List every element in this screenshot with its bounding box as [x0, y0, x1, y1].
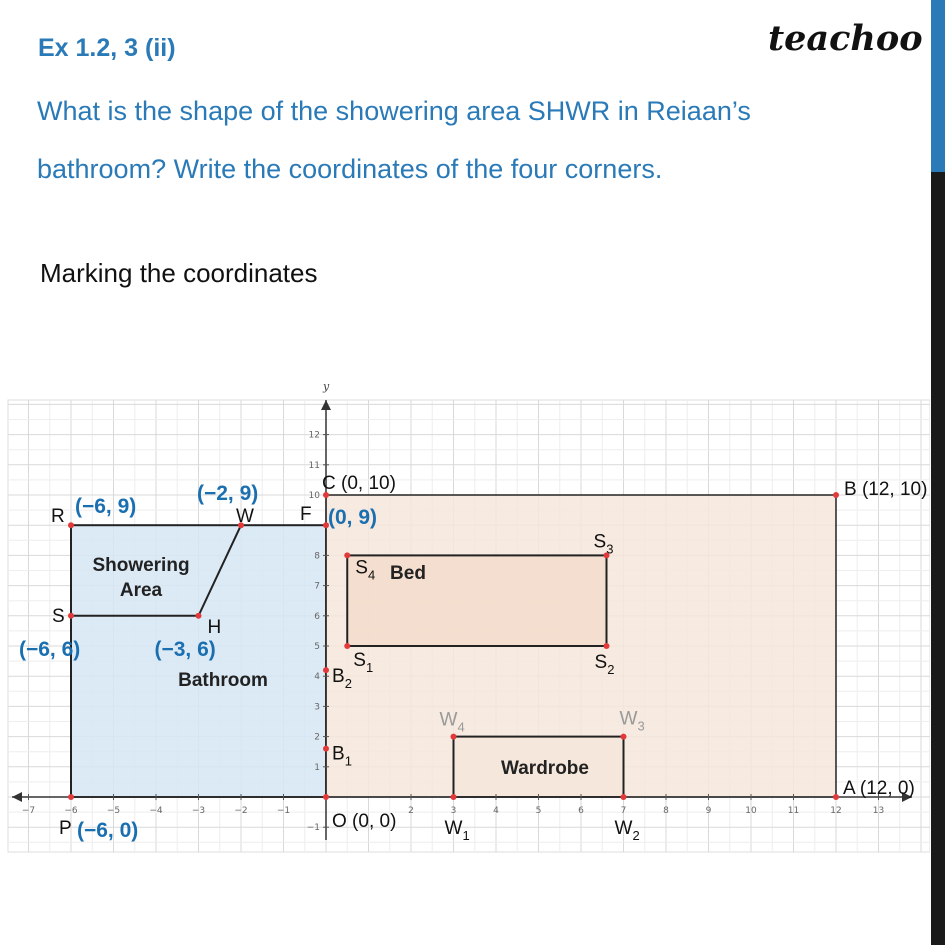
x-tick-label: −4	[149, 806, 163, 816]
bed-region	[347, 555, 606, 646]
x-tick-label: 10	[745, 806, 757, 816]
brand-logo: teachoo	[768, 18, 923, 59]
x-tick-label: 2	[408, 806, 414, 816]
y-tick-label: 7	[314, 581, 320, 592]
question-text: What is the shape of the showering area SHWR in Reiaan’s bathroom? Write the coordinates of the four corners.	[37, 96, 751, 184]
point-b1	[323, 746, 329, 752]
x-tick-label: 11	[787, 806, 800, 816]
point-label-w: W	[236, 506, 254, 528]
point-label-p: P	[59, 818, 72, 839]
y-axis-name: y	[323, 380, 330, 393]
point-s4	[344, 552, 350, 558]
x-tick-label: −3	[191, 806, 206, 816]
x-tick-label: −2	[234, 806, 248, 816]
point-w1	[451, 794, 457, 800]
y-tick-label: 5	[314, 642, 320, 652]
point-label-h: H	[207, 616, 222, 638]
point-label-b1: $B_1$	[332, 743, 352, 769]
coord-label-b: B (12, 10)	[844, 479, 928, 500]
point-r	[68, 522, 74, 528]
point-label-s2: $S_2$	[594, 652, 615, 677]
wardrobe-label: Wardrobe	[501, 758, 589, 779]
point-p	[68, 794, 74, 800]
y-tick-label: −1	[306, 823, 320, 834]
x-tick-label: 8	[663, 806, 669, 816]
point-label-r: R	[51, 506, 65, 528]
point-label-b2: $B_2$	[332, 666, 352, 692]
point-a	[833, 794, 839, 800]
point-label-s: S	[52, 605, 65, 627]
point-o	[323, 794, 329, 800]
point-label-w1: $W_1$	[444, 818, 470, 843]
coord-label-f: (0, 9)	[328, 506, 378, 530]
x-tick-label: 6	[578, 806, 584, 816]
x-tick-label: −6	[64, 806, 78, 816]
coord-label-p: (−6, 0)	[77, 819, 139, 842]
point-h	[196, 613, 202, 619]
coord-label-o: O (0, 0)	[332, 811, 397, 832]
x-tick-label: 3	[450, 806, 457, 816]
point-label-s1: $S_1$	[353, 650, 374, 675]
x-tick-label: 5	[535, 806, 542, 816]
point-w2	[621, 794, 627, 800]
showering-area-label-line1: Showering	[92, 555, 190, 576]
point-label-s4: $S_4$	[355, 557, 376, 583]
point-label-w2: $W_2$	[614, 818, 640, 843]
x-tick-label: 4	[493, 806, 499, 816]
point-b	[833, 492, 839, 498]
y-tick-label: 4	[314, 672, 320, 683]
point-label-w4: $W_4$	[439, 709, 465, 735]
bed-label: Bed	[390, 563, 426, 584]
bathroom-label: Bathroom	[178, 670, 268, 691]
y-tick-label: 11	[308, 460, 320, 471]
coord-label-w: (−2, 9)	[197, 482, 259, 506]
y-tick-label: 12	[308, 430, 320, 441]
sidebar-accent-bar	[931, 0, 945, 172]
point-s	[68, 613, 74, 619]
point-s1	[344, 643, 350, 649]
point-s2	[604, 643, 610, 649]
x-tick-label: 9	[705, 806, 712, 816]
coord-label-s: (−6, 6)	[19, 637, 81, 661]
x-tick-label: 7	[620, 806, 627, 816]
y-tick-label: 1	[314, 762, 320, 773]
sidebar-scroll-track[interactable]	[931, 172, 945, 945]
x-tick-label: 13	[872, 806, 885, 816]
coord-label-c: C (0, 10)	[322, 473, 396, 494]
coord-label-h: (−3, 6)	[154, 637, 216, 661]
x-tick-label: −1	[276, 806, 291, 816]
x-tick-label: −7	[21, 806, 36, 816]
y-tick-label: 2	[314, 732, 320, 743]
y-tick-label: 6	[314, 611, 320, 622]
point-label-s3: $S_3$	[593, 531, 614, 557]
y-tick-label: 10	[308, 491, 320, 501]
point-w3	[621, 734, 627, 740]
point-label-f: F	[300, 504, 312, 526]
point-w4	[451, 734, 457, 740]
point-label-w3: $W_3$	[619, 708, 645, 734]
x-tick-label: −5	[106, 806, 121, 816]
coord-label-a: A (12, 0)	[843, 778, 915, 799]
y-tick-label: 3	[314, 702, 320, 713]
exercise-title: Ex 1.2, 3 (ii)	[38, 34, 176, 62]
y-tick-label: 8	[314, 551, 320, 562]
coord-label-r: (−6, 9)	[75, 495, 137, 519]
point-b2	[323, 667, 329, 673]
x-tick-label: 12	[830, 806, 842, 816]
subheading: Marking the coordinates	[40, 258, 318, 288]
showering-area-label-line2: Area	[119, 580, 163, 601]
